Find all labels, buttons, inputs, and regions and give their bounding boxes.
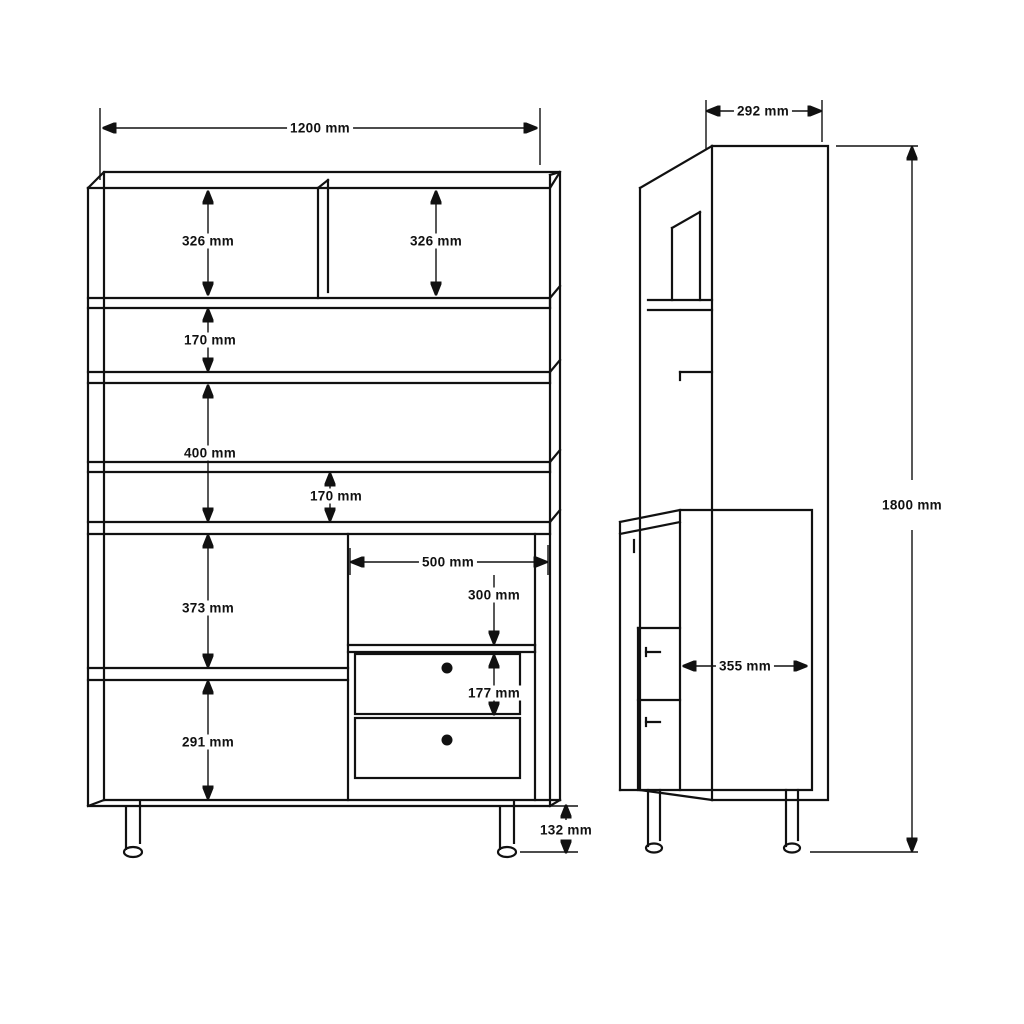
dim-side-depth-top: 292 mm (734, 104, 792, 119)
dim-lower-left-lower: 291 mm (179, 735, 237, 750)
dim-lower-right-cabinet: 300 mm (465, 588, 523, 603)
dim-shelf-gap-small-bottom: 170 mm (307, 489, 365, 504)
side-view-geometry (620, 146, 828, 853)
dim-drawer-height: 177 mm (465, 686, 523, 701)
dim-lower-right-width: 500 mm (419, 555, 477, 570)
dim-shelf-gap-large: 400 mm (181, 446, 239, 461)
dim-upper-left-compartment: 326 mm (179, 234, 237, 249)
drawer-knob-icons (442, 663, 453, 746)
dim-overall-height: 1800 mm (879, 498, 945, 513)
dim-side-depth-bottom: 355 mm (716, 659, 774, 674)
dim-leg-height: 132 mm (537, 823, 595, 838)
front-legs (124, 800, 516, 857)
dim-shelf-gap-small-top: 170 mm (181, 333, 239, 348)
dim-lower-left-upper: 373 mm (179, 601, 237, 616)
dim-overall-width: 1200 mm (287, 121, 353, 136)
dim-upper-right-compartment: 326 mm (407, 234, 465, 249)
